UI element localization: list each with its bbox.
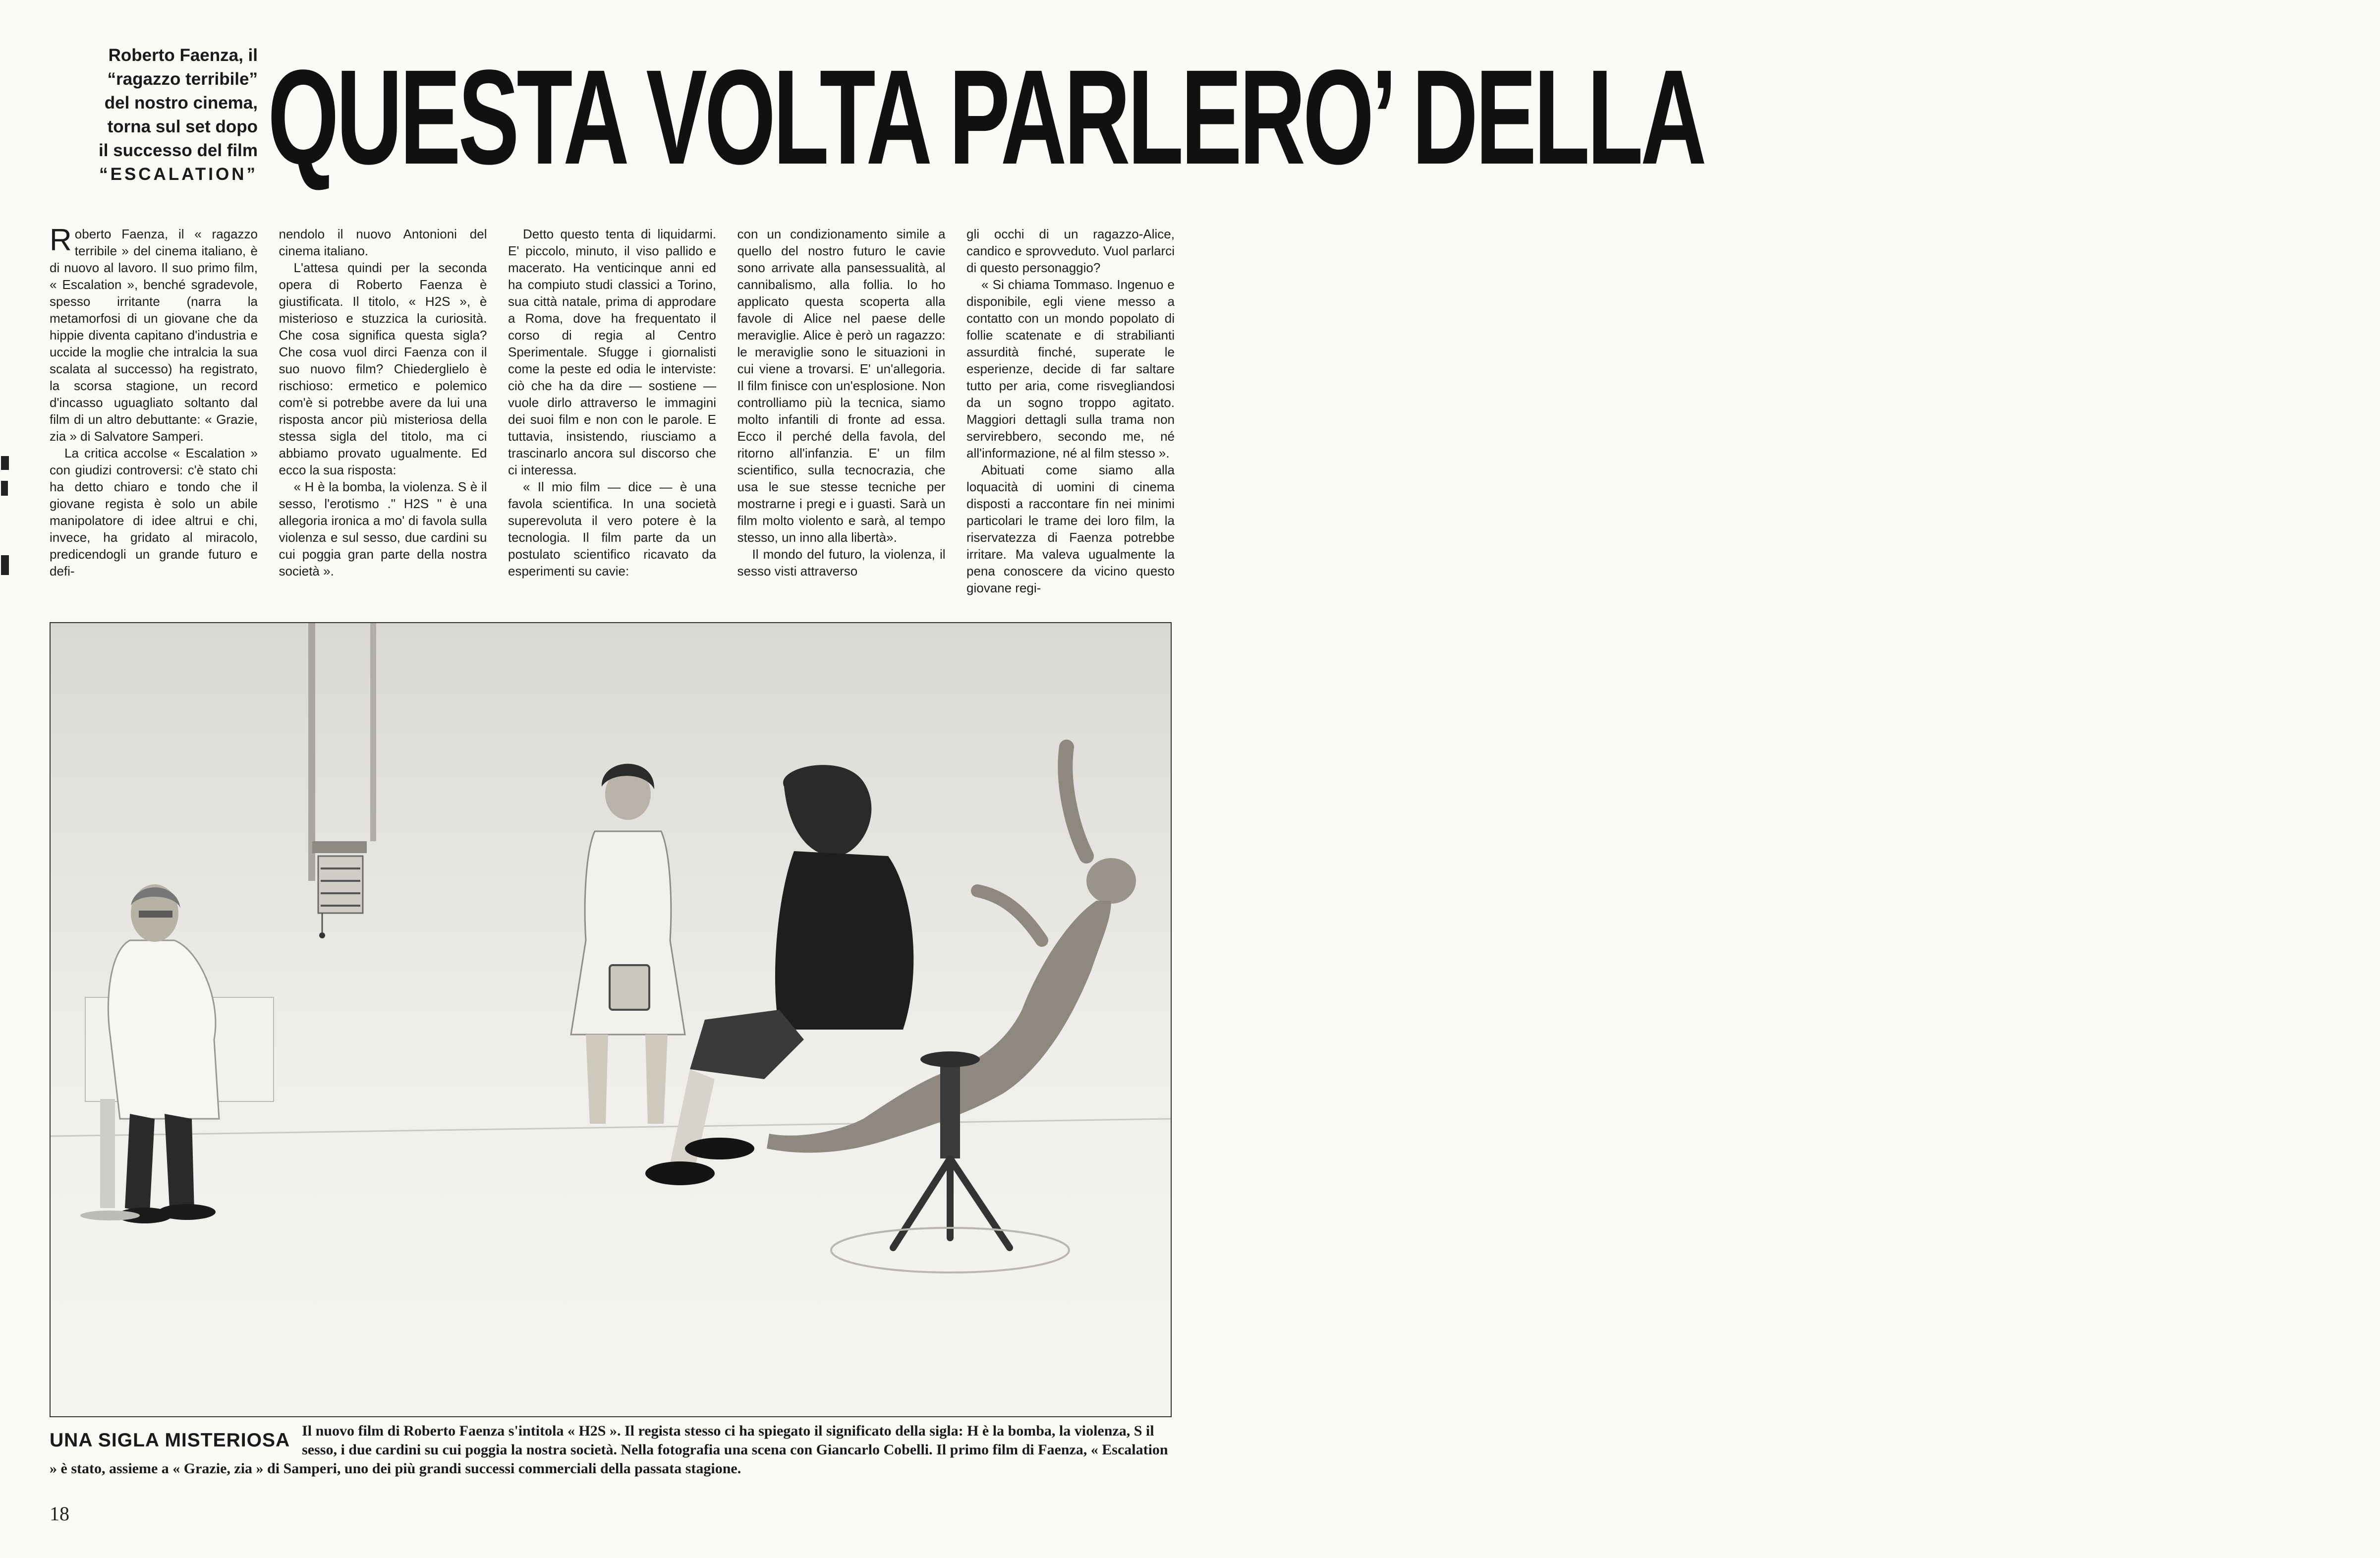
article-column-1 xyxy=(50,223,258,602)
deck-line: del nostro cinema, xyxy=(104,93,258,113)
drop-cap: R xyxy=(50,223,72,257)
article-column-4 xyxy=(737,226,946,602)
paragraph-text: oberto Faenza, il « ragazzo terribile » del cinema italiano, è di nuovo al lavoro. Il suo primo film, « Escalation », benché sgradevole, spesso irritante (narra la metamorfosi di un giovane che da hippie diventa capitano d'industria e uccide la moglie che intralcia la sua scalata al successo) ha registrato, la scorsa stagione, un record d'incasso uguagliato soltanto dal film di un altro debuttante: « Grazie, zia » di Salvatore Samperi. xyxy=(50,227,258,444)
paragraph: « H è la bomba, la violenza. S è il sesso, l'erotismo ." H2S " è una allegoria ironica a mo' di favola sulla violenza e sul sesso, due cardini su cui poggia gran parte della nostra società ». xyxy=(279,479,487,578)
paragraph: con un condizionamento simile a quello del nostro futuro le cavie sono arrivate alla pansessualità, al cannibalismo, alla follia. Io ho applicato questa scoperta alla favole di Alice nel paese delle meraviglie. Alice è però un ragazzo: le meraviglie sono le situazioni in cui viene a trovarsi. E' un'allegoria. Il film finisce con un'esplosione. Non controlliamo più la tecnica, siamo molto infantili di fronte ad essa. Ecco il perché della favola, del ritorno all'infanzia. E' un film scientifico, sulla tecnocrazia, che usa le sue stesse tecniche per mostrarne i pregi e i guasti. Sarà un film molto violento e sarà, al tempo stesso, un inno alla libertà». xyxy=(737,227,946,545)
paragraph: La critica accolse « Escalation » con giudizi controversi: c'è stato chi ha detto chiaro e tondo che il giovane regista è solo un abile manipolatore di idee altrui e chi, invece, ha gridato al miracolo, predicendogli un grande futuro e defi- xyxy=(50,446,258,578)
torn-edge-marks xyxy=(0,446,11,595)
paragraph: Detto questo tenta di liquidarmi. E' piccolo, minuto, il viso pallido e macerato. Ha venticinque anni ed ha compiuto studi classici a Torino, sua città natale, prima di approdare a Roma, dove ha frequentato il corso di regia al Centro Sperimentale. Sfugge i giornalisti come la peste ed odia le interviste: ciò che ha da dire — sostiene — vuole dirlo attraverso le immagini dei suoi film e non con le parole. E tuttavia, insistendo, riusciamo a trascinarlo ancora sul discorso che ci interessa. xyxy=(508,227,716,477)
deck-line: Roberto Faenza, il xyxy=(108,46,258,65)
deck-subtitle xyxy=(50,44,258,186)
deck-line: torna sul set dopo xyxy=(107,117,258,136)
article-body xyxy=(50,223,1175,602)
paragraph: Il mondo del futuro, la violenza, il sesso visti attraverso xyxy=(737,547,946,578)
photo-illustration xyxy=(51,623,1171,1416)
deck-line: il successo del film xyxy=(99,141,258,160)
headline-text: QUESTA VOLTA PARLERO’ DELLA xyxy=(268,42,1704,192)
paragraph: gli occhi di un ragazzo-Alice, candico e sprovveduto. Vuol parlarci di questo personaggio? xyxy=(966,227,1175,275)
caption-title: UNA SIGLA MISTERIOSA xyxy=(50,1430,290,1451)
paragraph: nendolo il nuovo Antonioni del cinema italiano. xyxy=(279,227,487,258)
film-still-photo xyxy=(50,622,1172,1417)
photo-caption xyxy=(50,1422,1175,1478)
article-column-5 xyxy=(966,226,1175,602)
paragraph: « Si chiama Tommaso. Ingenuo e disponibile, egli viene messo a contatto con un mondo popolato di follie scatenate e di strabilianti assurdità finché, superate le esperienze, decide di far saltare tutto per aria, come risvegliandosi da un sogno troppo agitato. Maggiori dettagli sulla trama non servirebbero, secondo me, né all'informazione, né al film stesso ». xyxy=(966,277,1175,461)
deck-line: “ragazzo terribile” xyxy=(107,69,258,89)
paragraph: Abituati come siamo alla loquacità di uomini di cinema disposti a raccontare fin nei minimi particolari le trame dei loro film, la riservatezza di Faenza potrebbe irritare. Ma valeva ugualmente la pena conoscere da vicino questo giovane regi- xyxy=(966,462,1175,595)
caption-text: Il nuovo film di Roberto Faenza s'intitola « H2S ». Il regista stesso ci ha spiegato il significato della sigla: H è la bomba, la violenza, S il sesso, i due cardini su cui poggia la nostra società. Nella fotografia una scena con Giancarlo Cobelli. Il primo film di Faenza, « Escalation » è stato, assieme a « Grazie, zia » di Samperi, uno dei più grandi successi commerciali della passata stagione. xyxy=(50,1423,1168,1477)
headline xyxy=(268,42,1704,192)
paragraph: L'attesa quindi per la seconda opera di Roberto Faenza è giustificata. Il titolo, « H2S », è misterioso e stuzzica la curiosità. Che cosa significa questa sigla? Che cosa vuol dirci Faenza con il suo nuovo film? Chiederglielo è rischioso: ermetico e polemico com'è si potrebbe avere da lui una risposta ancor più misteriosa della stessa sigla del titolo, ma ci abbiamo provato ugualmente. Ed ecco la sua risposta: xyxy=(279,260,487,477)
page-number: 18 xyxy=(50,1502,69,1525)
deck-line: “ESCALATION” xyxy=(99,165,258,184)
article-column-3 xyxy=(508,226,716,602)
article-column-2 xyxy=(279,226,487,602)
paragraph: « Il mio film — dice — è una favola scientifica. In una società superevoluta il vero potere è la tecnologia. Il film parte da un postulato scientifico ricavato da esperimenti su cavie: xyxy=(508,479,716,578)
paragraph xyxy=(50,223,258,445)
